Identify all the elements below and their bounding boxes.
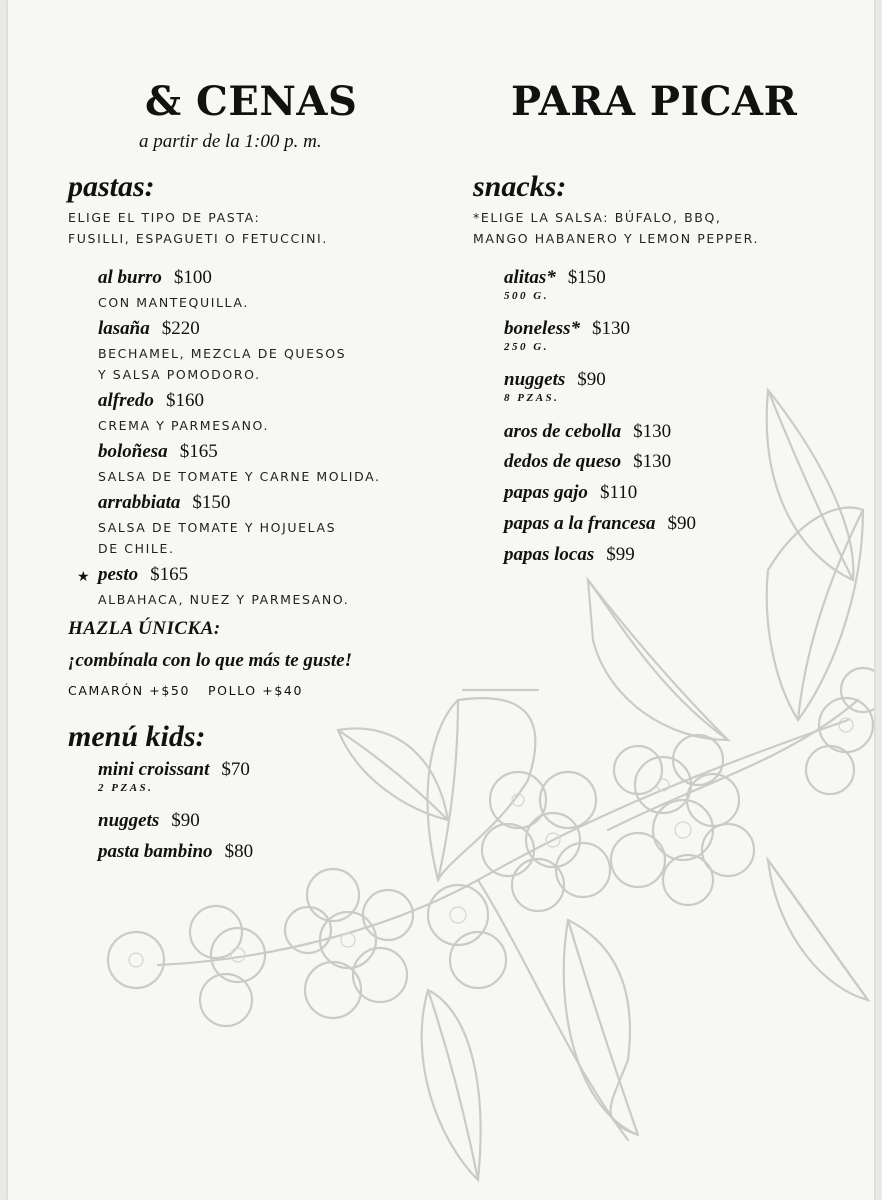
menu-item xyxy=(504,267,606,302)
menu-item xyxy=(504,513,696,535)
item-name: mini croissant xyxy=(98,759,210,780)
item-price: $90 xyxy=(667,513,696,534)
item-price: $160 xyxy=(165,390,204,411)
item-price: $100 xyxy=(173,267,212,288)
menu-item xyxy=(98,441,381,487)
star-icon: ★ xyxy=(77,569,90,585)
menu-item xyxy=(98,759,250,794)
item-description: CON MANTEQUILLA. xyxy=(98,295,249,310)
menu-item xyxy=(504,421,671,443)
item-name: papas gajo xyxy=(504,482,588,503)
item-name: boneless* xyxy=(504,318,580,339)
item-name: aros de cebolla xyxy=(504,421,622,442)
extra-item: POLLO +$40 xyxy=(208,683,304,698)
item-price: $90 xyxy=(577,369,606,390)
left-title: & CENAS xyxy=(145,78,358,125)
item-quantity: 250 G. xyxy=(504,341,549,353)
item-description: SALSA DE TOMATE Y CARNE MOLIDA. xyxy=(98,469,381,484)
snacks-heading: snacks: xyxy=(473,170,567,203)
menu-item xyxy=(504,369,606,404)
item-name: papas a la francesa xyxy=(504,513,656,534)
item-description: CREMA Y PARMESANO. xyxy=(98,418,270,433)
item-price: $130 xyxy=(633,451,672,472)
item-price: $70 xyxy=(221,759,250,780)
item-description: Y SALSA POMODORO. xyxy=(98,367,261,382)
item-price: $90 xyxy=(171,810,200,831)
item-name: lasaña xyxy=(98,318,150,339)
menu-item xyxy=(98,810,200,832)
item-price: $150 xyxy=(192,492,231,513)
snacks-note xyxy=(473,207,759,249)
item-name: dedos de queso xyxy=(504,451,622,472)
menu-page xyxy=(8,0,874,1200)
snacks-note-line: MANGO HABANERO Y LEMON PEPPER. xyxy=(473,231,760,246)
menu-item xyxy=(504,482,637,504)
item-price: $110 xyxy=(599,482,638,503)
menu-item xyxy=(98,390,269,436)
kids-heading: menú kids: xyxy=(68,720,206,753)
menu-item xyxy=(98,564,349,610)
menu-item xyxy=(504,451,671,473)
extra-item: CAMARÓN +$50 xyxy=(68,683,190,698)
item-description: BECHAMEL, MEZCLA DE QUESOS xyxy=(98,346,347,361)
item-price: $130 xyxy=(592,318,630,339)
item-price: $220 xyxy=(161,318,200,339)
extras-list xyxy=(68,683,303,698)
item-name: papas locas xyxy=(504,544,595,565)
item-quantity: 500 G. xyxy=(504,290,549,302)
item-name: pasta bambino xyxy=(98,841,213,862)
item-price: $99 xyxy=(606,544,635,565)
menu-item xyxy=(98,841,253,863)
item-name: alitas* xyxy=(504,267,556,288)
menu-item xyxy=(98,492,336,559)
item-price: $165 xyxy=(179,441,218,462)
menu-item xyxy=(504,544,635,566)
item-price: $150 xyxy=(567,267,606,288)
item-name: boloñesa xyxy=(98,441,168,462)
item-name: nuggets xyxy=(504,369,566,390)
item-name: pesto xyxy=(98,564,139,585)
pastas-note xyxy=(68,207,328,249)
pastas-heading: pastas: xyxy=(68,170,155,203)
item-price: $165 xyxy=(150,564,189,585)
menu-item xyxy=(98,318,346,385)
hazla-unicka-heading: HAZLA ÚNICKA: xyxy=(68,618,221,639)
combina-tagline: ¡combínala con lo que más te guste! xyxy=(68,650,352,671)
item-price: $130 xyxy=(633,421,672,442)
item-description: ALBAHACA, NUEZ Y PARMESANO. xyxy=(98,592,350,607)
item-quantity: 2 PZAS. xyxy=(98,782,154,794)
service-hours: a partir de la 1:00 p. m. xyxy=(139,131,322,152)
item-price: $80 xyxy=(224,841,254,862)
menu-item xyxy=(98,267,249,313)
menu-item xyxy=(504,318,630,353)
item-name: al burro xyxy=(98,267,162,288)
pastas-note-line: ELIGE EL TIPO DE PASTA: xyxy=(68,210,261,225)
snacks-note-line: *ELIGE LA SALSA: BÚFALO, BBQ, xyxy=(473,210,722,225)
item-name: nuggets xyxy=(98,810,160,831)
item-name: alfredo xyxy=(98,390,154,411)
right-title: PARA PICAR xyxy=(511,78,798,125)
item-name: arrabbiata xyxy=(98,492,181,513)
item-description: SALSA DE TOMATE Y HOJUELAS xyxy=(98,520,337,535)
item-description: DE CHILE. xyxy=(98,541,175,556)
item-quantity: 8 PZAS. xyxy=(504,392,560,404)
pastas-note-line: FUSILLI, ESPAGUETI O FETUCCINI. xyxy=(68,231,328,246)
